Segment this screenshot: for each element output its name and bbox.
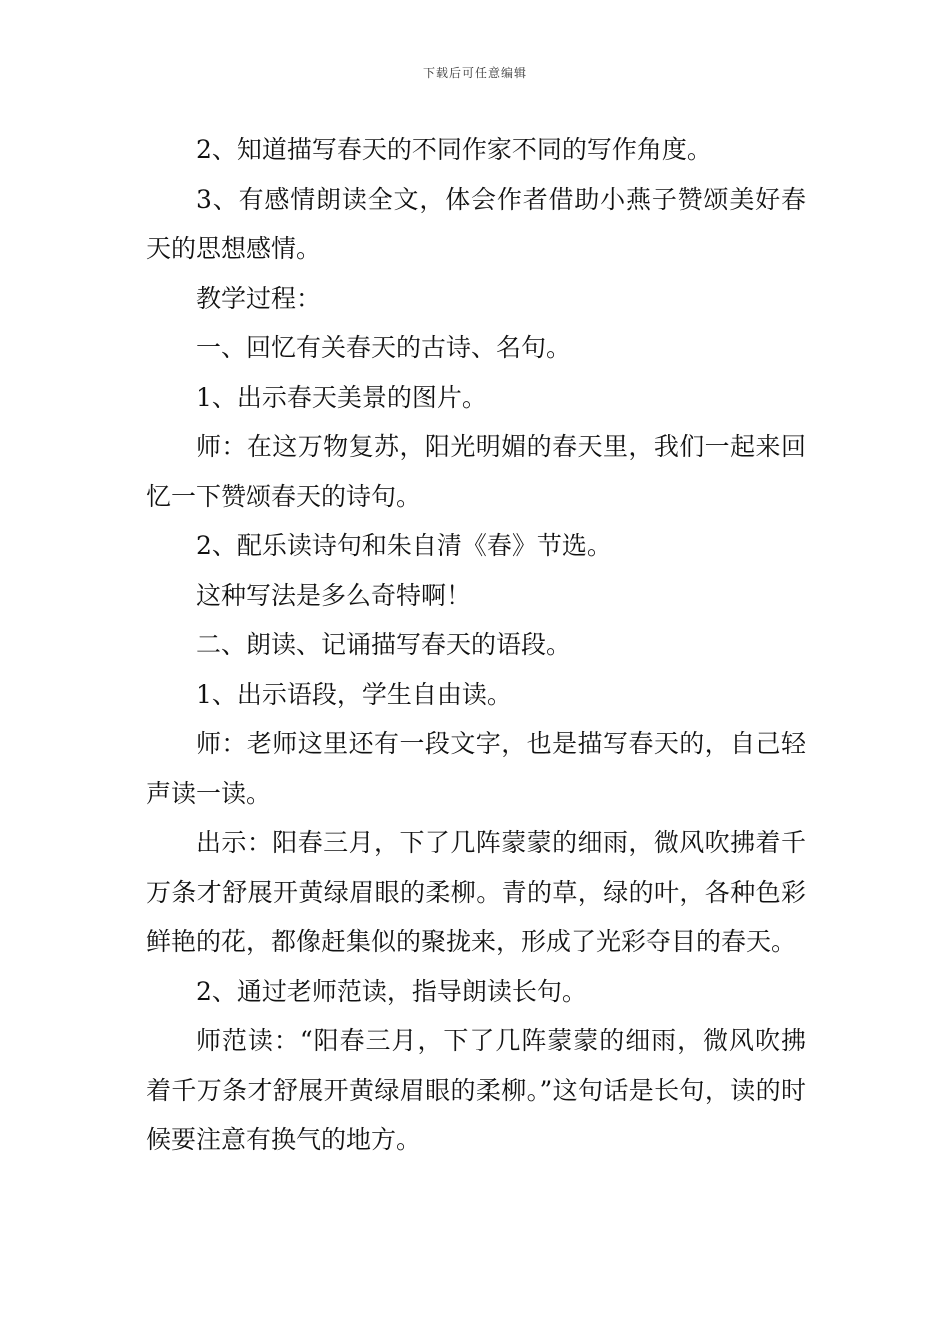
paragraph-comment: 这种写法是多么奇特啊！ bbox=[196, 580, 472, 610]
paragraph-section-1-heading: 一、回忆有关春天的古诗、名句。 bbox=[196, 333, 572, 362]
paragraph-step-1: 1、出示春天美景的图片。 bbox=[196, 382, 487, 412]
paragraph-step-1b: 1、出示语段，学生自由读。 bbox=[196, 679, 512, 709]
paragraph-teaching-process-heading: 教学过程： bbox=[196, 283, 322, 313]
paragraph-display-passage: 出示：阳春三月，下了几阵蒙蒙的细雨，微风吹拂着千万条才舒展开黄绿眉眼的柔柳。青的草，绿的叶，各种色彩鲜艳的花，都像赶集似的聚拢来，形成了光彩夺目的春天。 bbox=[146, 828, 806, 956]
paragraph-model-reading: 师范读：“阳春三月，下了几阵蒙蒙的细雨，微风吹拂着千万条才舒展开黄绿眉眼的柔柳。”这句话是长句，读的时候要注意有换气的地方。 bbox=[146, 1026, 806, 1154]
page-header: 下载后可任意编辑 bbox=[422, 66, 527, 80]
document-body bbox=[146, 125, 806, 1165]
paragraph-teacher-line-1: 师：在这万物复苏，阳光明媚的春天里，我们一起来回忆一下赞颂春天的诗句。 bbox=[146, 432, 806, 511]
paragraph-step-2: 2、配乐读诗句和朱自清《春》节选。 bbox=[196, 531, 612, 560]
paragraph-section-2-heading: 二、朗读、记诵描写春天的语段。 bbox=[196, 630, 572, 659]
paragraph-objective-2: 2、知道描写春天的不同作家不同的写作角度。 bbox=[196, 135, 712, 164]
paragraph-step-2b: 2、通过老师范读，指导朗读长句。 bbox=[196, 976, 587, 1006]
paragraph-teacher-line-2: 师：老师这里还有一段文字，也是描写春天的，自己轻声读一读。 bbox=[146, 729, 806, 808]
paragraph-objective-3: 3、有感情朗读全文，体会作者借助小燕子赞颂美好春天的思想感情。 bbox=[146, 184, 806, 263]
